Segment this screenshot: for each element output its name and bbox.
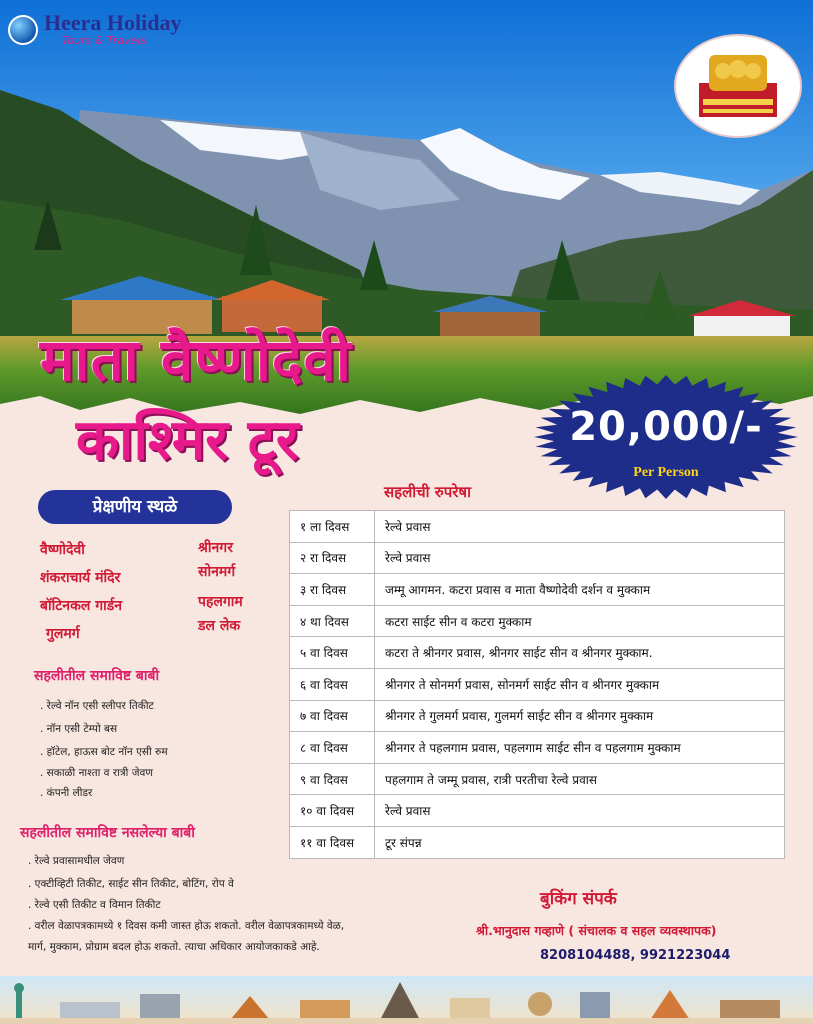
day-cell: ६ वा दिवस	[290, 668, 375, 700]
day-cell: ३ रा दिवस	[290, 574, 375, 606]
booking-phone-numbers: 8208104488, 9921223044	[540, 948, 731, 963]
day-cell: २ रा दिवस	[290, 542, 375, 574]
included-item: . हॉटेल, हाऊस बोट नॉन एसी रुम	[40, 746, 168, 758]
table-row	[290, 826, 785, 858]
excluded-item: . रेल्वे एसी तिकीट व विमान तिकीट	[28, 899, 161, 911]
desc-cell: रेल्वे प्रवास	[375, 795, 785, 827]
day-cell: ७ वा दिवस	[290, 700, 375, 732]
itinerary-table	[289, 510, 785, 859]
table-row	[290, 763, 785, 795]
deity-medallion-image	[676, 36, 800, 136]
desc-cell: रेल्वे प्रवास	[375, 511, 785, 543]
place-pahalgam: पहलगाम	[198, 594, 243, 610]
excluded-heading: सहलीतील समाविष्ट नसलेल्या बाबी	[20, 825, 195, 841]
desc-cell: पहलगाम ते जम्मू प्रवास, रात्री परतीचा रेल्वे प्रवास	[375, 763, 785, 795]
place-gulmarg: गुलमर्ग	[46, 626, 80, 642]
day-cell: ८ वा दिवस	[290, 732, 375, 764]
table-row	[290, 605, 785, 637]
place-dal-lake: डल लेक	[198, 618, 241, 634]
excluded-item: . वरील वेळापत्रकामध्ये १ दिवस कमी जास्त होऊ शकतो. वरील वेळापत्रकामध्ये वेळ,	[28, 920, 345, 932]
desc-cell: टूर संपन्न	[375, 826, 785, 858]
itinerary-heading: सहलीची रुपरेषा	[384, 483, 471, 501]
footer-landmarks-strip	[0, 976, 813, 1024]
place-shankaracharya: शंकराचार्य मंदिर	[40, 570, 121, 586]
place-botanical-garden: बॉटिनकल गार्डन	[40, 598, 122, 614]
table-row	[290, 795, 785, 827]
desc-cell: कटरा साईट सीन व कटरा मुक्काम	[375, 605, 785, 637]
included-heading: सहलीतील समाविष्ट बाबी	[34, 668, 160, 684]
places-heading-pill: प्रेक्षणीय स्थळे	[38, 490, 232, 524]
booking-heading: बुकिंग संपर्क	[540, 889, 617, 909]
excluded-item: . रेल्वे प्रवासामधील जेवण	[28, 855, 125, 867]
price-unit: Per Person	[633, 465, 699, 480]
included-item: . रेल्वे नॉन एसी स्लीपर तिकीट	[40, 700, 154, 712]
included-item: . नॉन एसी टेम्पो बस	[40, 723, 118, 735]
tour-title-line2: काश्मिर टूर	[76, 408, 299, 473]
day-cell: ४ था दिवस	[290, 605, 375, 637]
place-vaishnodevi: वैष्णोदेवी	[40, 542, 85, 558]
day-cell: १० वा दिवस	[290, 795, 375, 827]
table-row	[290, 574, 785, 606]
table-row	[290, 637, 785, 669]
table-row	[290, 732, 785, 764]
desc-cell: रेल्वे प्रवास	[375, 542, 785, 574]
brand-logo	[8, 12, 181, 47]
globe-icon	[8, 15, 38, 45]
day-cell: ११ वा दिवस	[290, 826, 375, 858]
price-amount: 20,000/-	[569, 404, 763, 450]
brand-tagline: Tours & Travels	[62, 34, 147, 47]
tour-title-line1: माता वैष्णोदेवी	[40, 326, 352, 394]
day-cell: ५ वा दिवस	[290, 637, 375, 669]
place-srinagar: श्रीनगर	[198, 540, 233, 556]
day-cell: १ ला दिवस	[290, 511, 375, 543]
day-cell: ९ वा दिवस	[290, 763, 375, 795]
excluded-item: . एक्टीव्हिटी तिकीट, साईट सीन तिकीट, बोटिंग, रोप वे	[28, 878, 234, 890]
desc-cell: श्रीनगर ते सोनमर्ग प्रवास, सोनमर्ग साईट सीन व श्रीनगर मुक्काम	[375, 668, 785, 700]
desc-cell: कटरा ते श्रीनगर प्रवास, श्रीनगर साईट सीन व श्रीनगर मुक्काम.	[375, 637, 785, 669]
desc-cell: जम्मू आगमन. कटरा प्रवास व माता वैष्णोदेवी दर्शन व मुक्काम	[375, 574, 785, 606]
excluded-item: मार्ग, मुक्काम, प्रोग्राम बदल होऊ शकतो. त्याचा अधिकार आयोजकाकडे आहे.	[28, 941, 320, 953]
desc-cell: श्रीनगर ते गुलमर्ग प्रवास, गुलमर्ग साईट सीन व श्रीनगर मुक्काम	[375, 700, 785, 732]
place-sonmarg: सोनमर्ग	[198, 564, 236, 580]
included-item: . सकाळी नाश्ता व रात्री जेवण	[40, 767, 153, 779]
table-row	[290, 668, 785, 700]
table-row	[290, 542, 785, 574]
desc-cell: श्रीनगर ते पहलगाम प्रवास, पहलगाम साईट सीन व पहलगाम मुक्काम	[375, 732, 785, 764]
table-row	[290, 700, 785, 732]
brand-name: Heera Holiday	[44, 10, 182, 35]
table-row	[290, 511, 785, 543]
booking-contact-name: श्री.भानुदास गव्हाणे ( संचालक व सहल व्यवस्थापक)	[476, 923, 717, 938]
included-item: . कंपनी लीडर	[40, 787, 93, 799]
